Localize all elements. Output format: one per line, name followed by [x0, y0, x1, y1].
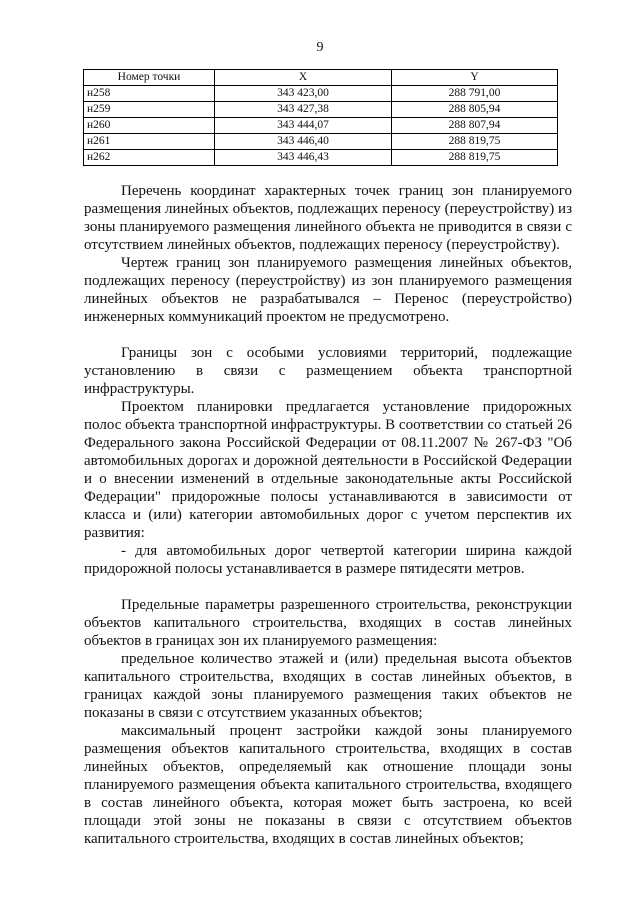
- x-cell: 343 423,00: [215, 86, 392, 102]
- x-cell: 343 446,43: [215, 150, 392, 166]
- paragraph-boundary-drawing: Чертеж границ зон планируемого размещения линейных объектов, подлежащих переносу (переустройству) из зон планируемого размещения линейных объектов не разрабатывался – Перенос (переустройство) инженерных коммуникаций проектом не предусмотрено.: [84, 255, 572, 325]
- paragraph-roadside-strips: Проектом планировки предлагается установление придорожных полос объекта транспортной инфраструктуры. В соответствии со статьей 26 Федерального закона Российской Федерации от 08.11.2007 № 267-ФЗ "Об автомобильных дорогах и дорожной деятельности в Российской Федерации и о внесении изменений в отдельные законодательные акты Российской Федерации" придорожные полосы устанавливаются в зависимости от класса и (или) категории автомобильных дорог с учетом перспектив их развития:: [84, 399, 572, 541]
- header-x: X: [215, 70, 392, 86]
- paragraph-building-percentage: максимальный процент застройки каждой зоны планируемого размещения объектов капитального строительства, входящих в состав линейных объектов, определяемый как отношение площади зоны планируемого размещения объекта капитального строительства, входящего в состав линейного объекта, которая может быть застроена, ко всей площади этой зоны не показаны в связи с отсутствием объектов капитального строительства, входящих в состав линейных объектов;: [84, 723, 572, 847]
- y-cell: 288 791,00: [392, 86, 558, 102]
- point-number-cell: н261: [84, 134, 215, 150]
- point-number-cell: н262: [84, 150, 215, 166]
- paragraph-coordinates-list: Перечень координат характерных точек границ зон планируемого размещения линейных объектов, подлежащих переносу (переустройству) из зоны планируемого размещения линейного объекта не приводится в связи с отсутствием линейных объектов, подлежащих переносу (переустройству).: [84, 183, 572, 253]
- y-cell: 288 819,75: [392, 150, 558, 166]
- coordinates-table: [83, 69, 558, 166]
- point-number-cell: н260: [84, 118, 215, 134]
- paragraph-floors-height: предельное количество этажей и (или) предельная высота объектов капитального строительства, входящих в состав линейных объектов, в границах каждой зоны планируемого размещения таких объектов не показаны в связи с отсутствием указанных объектов;: [84, 651, 572, 721]
- x-cell: 343 427,38: [215, 102, 392, 118]
- table-row: [84, 150, 558, 166]
- y-cell: 288 807,94: [392, 118, 558, 134]
- header-point-number: Номер точки: [84, 70, 215, 86]
- table-row: [84, 102, 558, 118]
- x-cell: 343 446,40: [215, 134, 392, 150]
- y-cell: 288 819,75: [392, 134, 558, 150]
- table-row: [84, 118, 558, 134]
- table-row: [84, 86, 558, 102]
- document-body: [84, 182, 572, 848]
- point-number-cell: н258: [84, 86, 215, 102]
- paragraph-fourth-category: - для автомобильных дорог четвертой категории ширина каждой придорожной полосы устанавливается в размере пятидесяти метров.: [84, 543, 572, 577]
- x-cell: 343 444,07: [215, 118, 392, 134]
- paragraph-construction-limits: Предельные параметры разрешенного строительства, реконструкции объектов капитального строительства, входящих в состав линейных объектов в границах зон их планируемого размещения:: [84, 597, 572, 649]
- table-row: [84, 134, 558, 150]
- paragraph-special-zones: Границы зон с особыми условиями территорий, подлежащие установлению в связи с размещением объекта транспортной инфраструктуры.: [84, 345, 572, 397]
- table-header-row: [84, 70, 558, 86]
- point-number-cell: н259: [84, 102, 215, 118]
- header-y: Y: [392, 70, 558, 86]
- page-number: 9: [316, 40, 324, 55]
- y-cell: 288 805,94: [392, 102, 558, 118]
